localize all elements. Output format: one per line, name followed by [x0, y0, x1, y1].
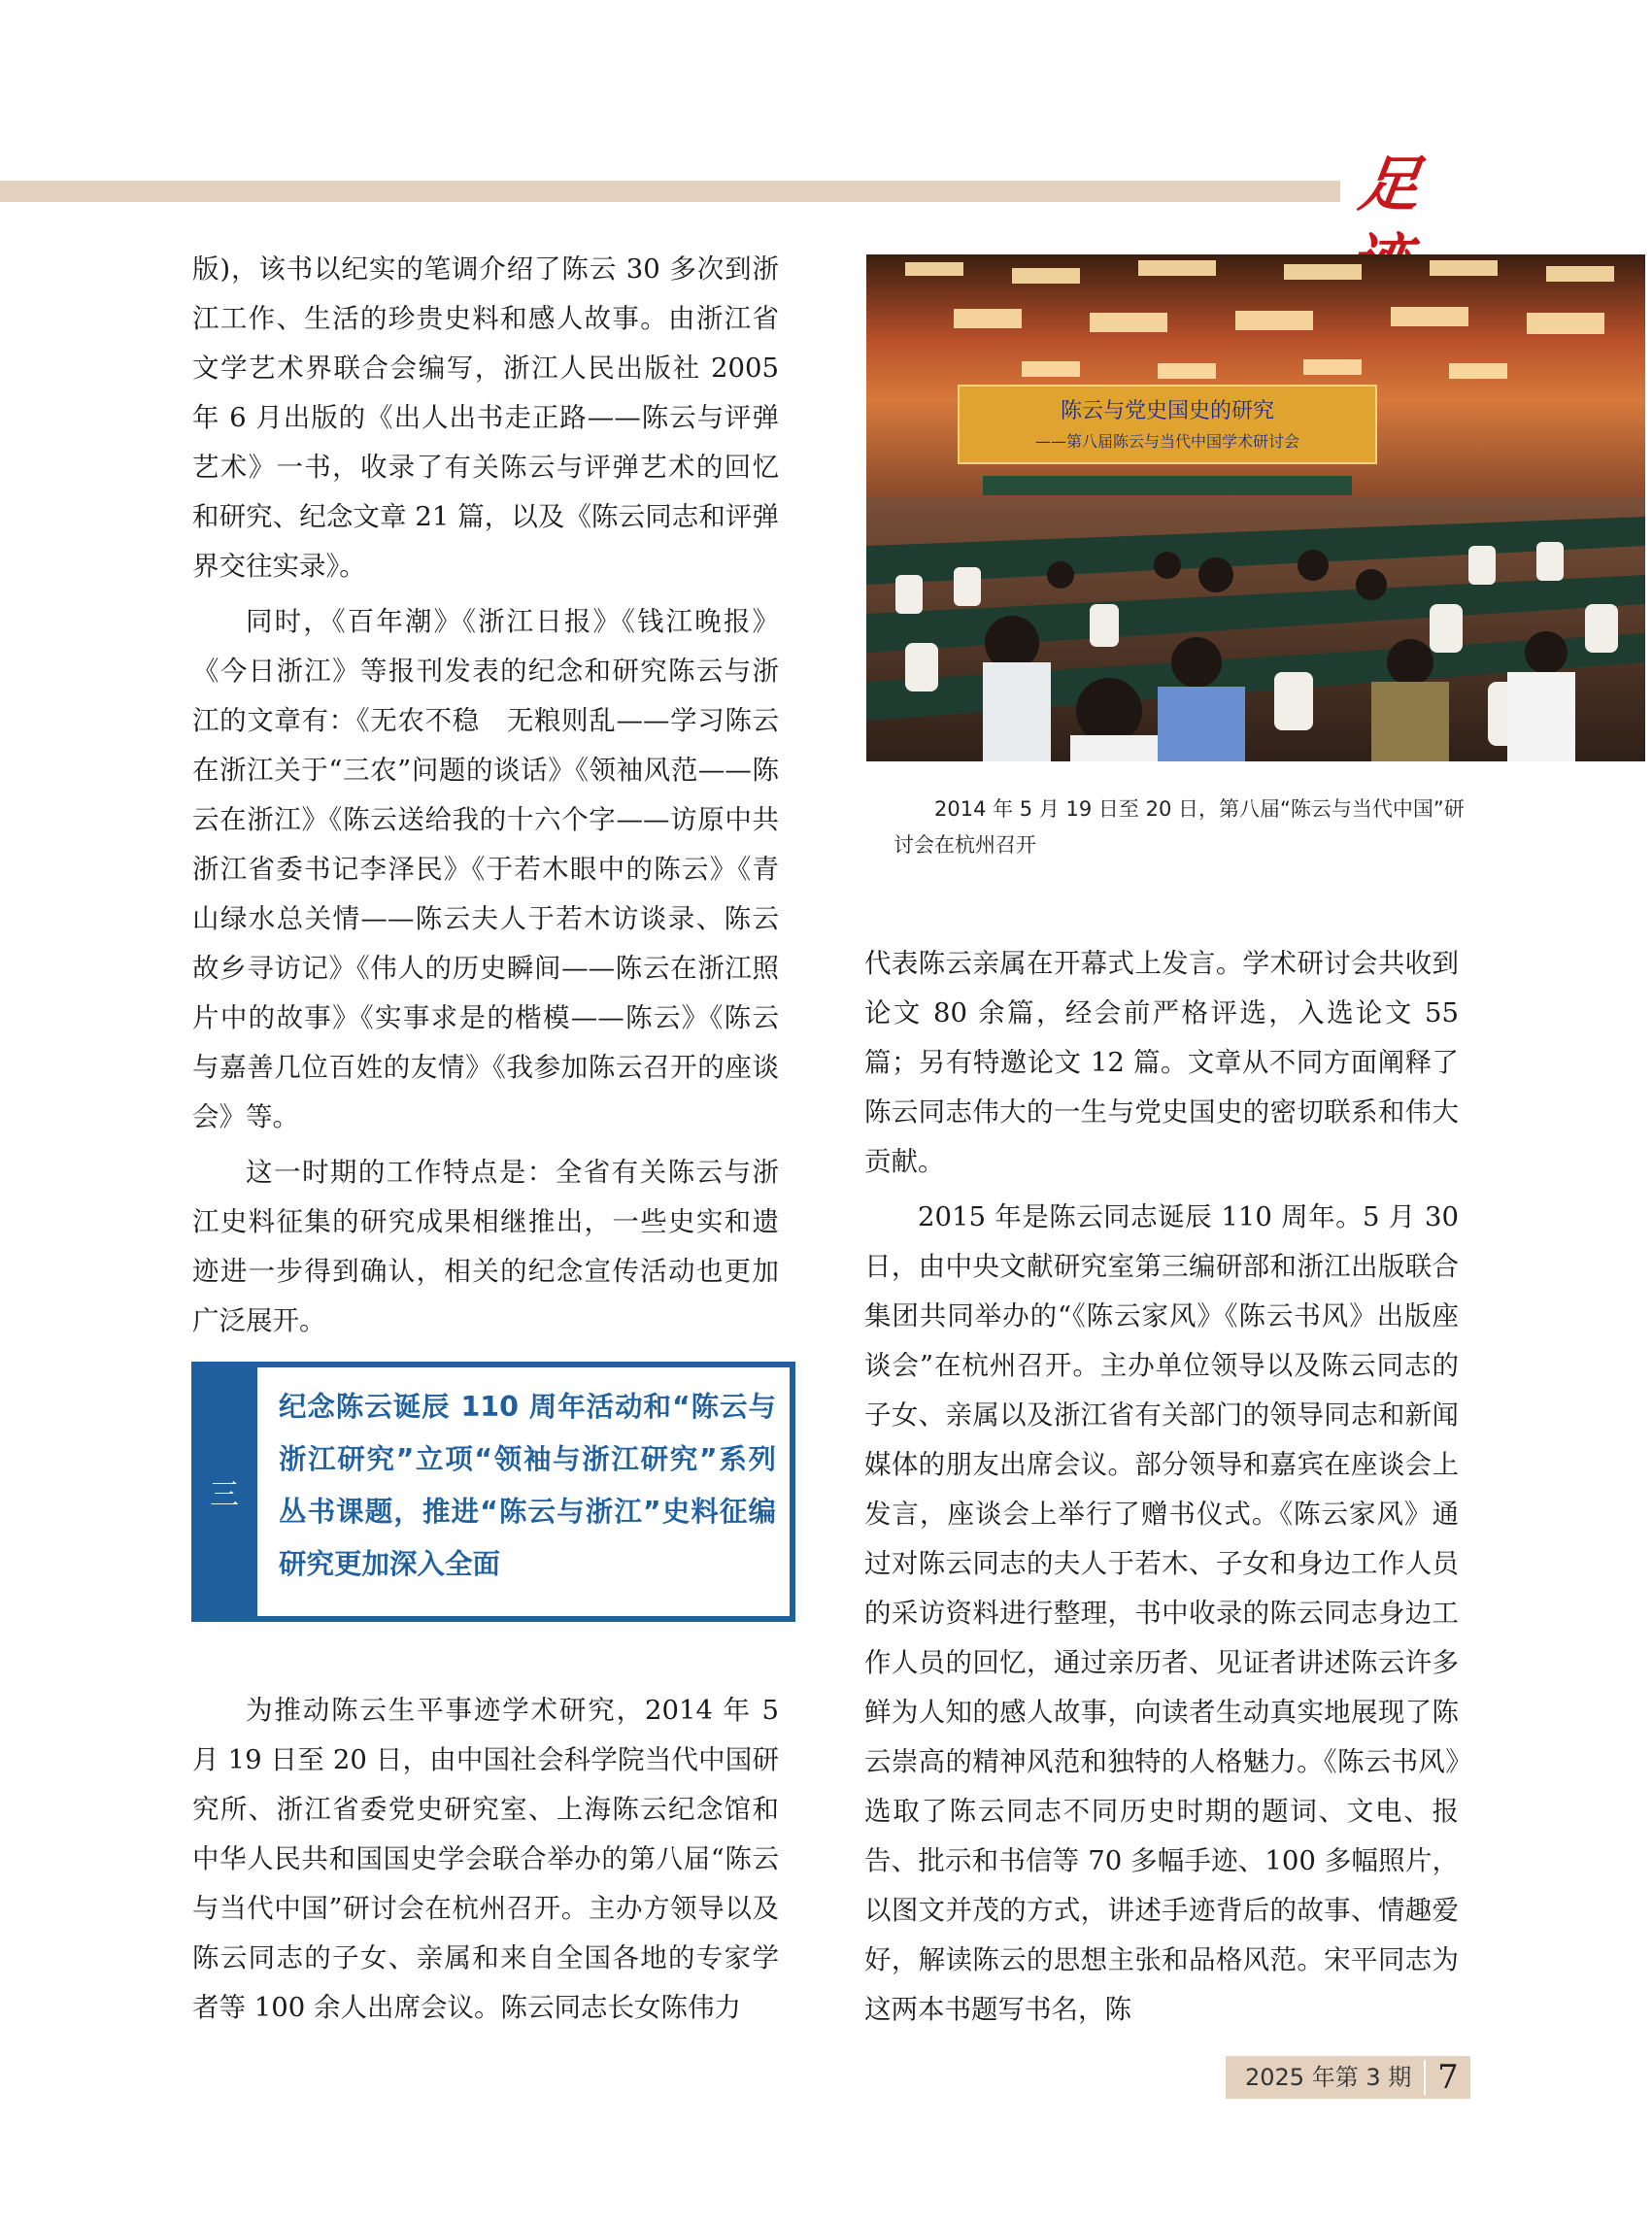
banner-line-2: ——第八届陈云与当代中国学术研讨会: [1034, 432, 1300, 451]
section-number: 三: [210, 1478, 239, 1512]
paragraph-3: 这一时期的工作特点是：全省有关陈云与浙江史料征集的研究成果相继推出，一些史实和遗迹进一步得到确认，相关的纪念宣传活动也更加广泛展开。: [192, 1157, 779, 1336]
left-column-top: [192, 245, 779, 1352]
page-number: 7: [1437, 2058, 1459, 2097]
paragraph-1: 版)，该书以纪实的笔调介绍了陈云 30 多次到浙江工作、生活的珍贵史料和感人故事。由浙江省文学艺术界联合会编写，浙江人民出版社 2005 年 6 月出版的《出人出书走正路——陈云与评弹艺术》一书，收录了有关陈云与评弹艺术的回忆和研究、纪念文章 21 篇，以及《陈云同志和评弹界交往实录》。: [192, 253, 779, 582]
magazine-logo: 足迹: [1354, 149, 1424, 219]
paragraph-2: 同时，《百年潮》《浙江日报》《钱江晚报》《今日浙江》等报刊发表的纪念和研究陈云与浙江的文章有：《无农不稳 无粮则乱——学习陈云在浙江关于“三农”问题的谈话》《领袖风范——陈云在浙江》《陈云送给我的十六个字——访原中共浙江省委书记李泽民》《于若木眼中的陈云》《青山绿水总关情——陈云夫人于若木访谈录、陈云故乡寻访记》《伟人的历史瞬间——陈云在浙江照片中的故事》《实事求是的楷模——陈云》《陈云与嘉善几位百姓的友情》《我参加陈云召开的座谈会》等。: [192, 606, 779, 1132]
paragraph-6: 2015 年是陈云同志诞辰 110 周年。5 月 30 日，由中央文献研究室第三编研部和浙江出版联合集团共同举办的“《陈云家风》《陈云书风》出版座谈会”在杭州召开。主办单位领导以及陈云同志的子女、亲属以及浙江省有关部门的领导同志和新闻媒体的朋友出席会议。部分领导和嘉宾在座谈会上发言，座谈会上举行了赠书仪式。《陈云家风》通过对陈云同志的夫人于若木、子女和身边工作人员的采访资料进行整理，书中收录的陈云同志身边工作人员的回忆，通过亲历者、见证者讲述陈云许多鲜为人知的感人故事，向读者生动真实地展现了陈云崇高的精神风范和独特的人格魅力。《陈云书风》选取了陈云同志不同历史时期的题词、文电、报告、批示和书信等 70 多幅手迹、100 多幅照片，以图文并茂的方式，讲述手迹背后的故事、情趣爱好，解读陈云的思想主张和品格风范。宋平同志为这两本书题写书名，陈: [864, 1201, 1459, 2025]
conference-photo: [866, 254, 1645, 761]
right-column: [864, 939, 1459, 2040]
photo-caption: 2014 年 5 月 19 日至 20 日，第八届“陈云与当代中国”研讨会在杭州召开: [893, 797, 1465, 857]
paragraph-5: 代表陈云亲属在开幕式上发言。学术研讨会共收到论文 80 余篇，经会前严格评选，入选论文 55 篇；另有特邀论文 12 篇。文章从不同方面阐释了陈云同志伟大的一生与党史国史的密切联系和伟大贡献。: [864, 948, 1459, 1177]
header-band: [0, 181, 1340, 202]
section-title: 纪念陈云诞辰 110 周年活动和“陈云与浙江研究”立项“领袖与浙江研究”系列丛书课题，推进“陈云与浙江”史料征编研究更加深入全面: [257, 1367, 790, 1616]
paragraph-4: 为推动陈云生平事迹学术研究，2014 年 5 月 19 日至 20 日，由中国社会科学院当代中国研究所、浙江省委党史研究室、上海陈云纪念馆和中华人民共和国国史学会联合举办的第八届“陈云与当代中国”研讨会在杭州召开。主办方领导以及陈云同志的子女、亲属和来自全国各地的专家学者等 100 余人出席会议。陈云同志长女陈伟力: [192, 1695, 779, 2023]
left-column-bottom: [192, 1686, 779, 2039]
section-heading-box: [191, 1362, 795, 1622]
banner-line-1: 陈云与党史国史的研究: [1060, 399, 1275, 423]
conference-photo-illustration: [866, 254, 1645, 761]
issue-label: 2025 年第 3 期: [1245, 2064, 1412, 2091]
